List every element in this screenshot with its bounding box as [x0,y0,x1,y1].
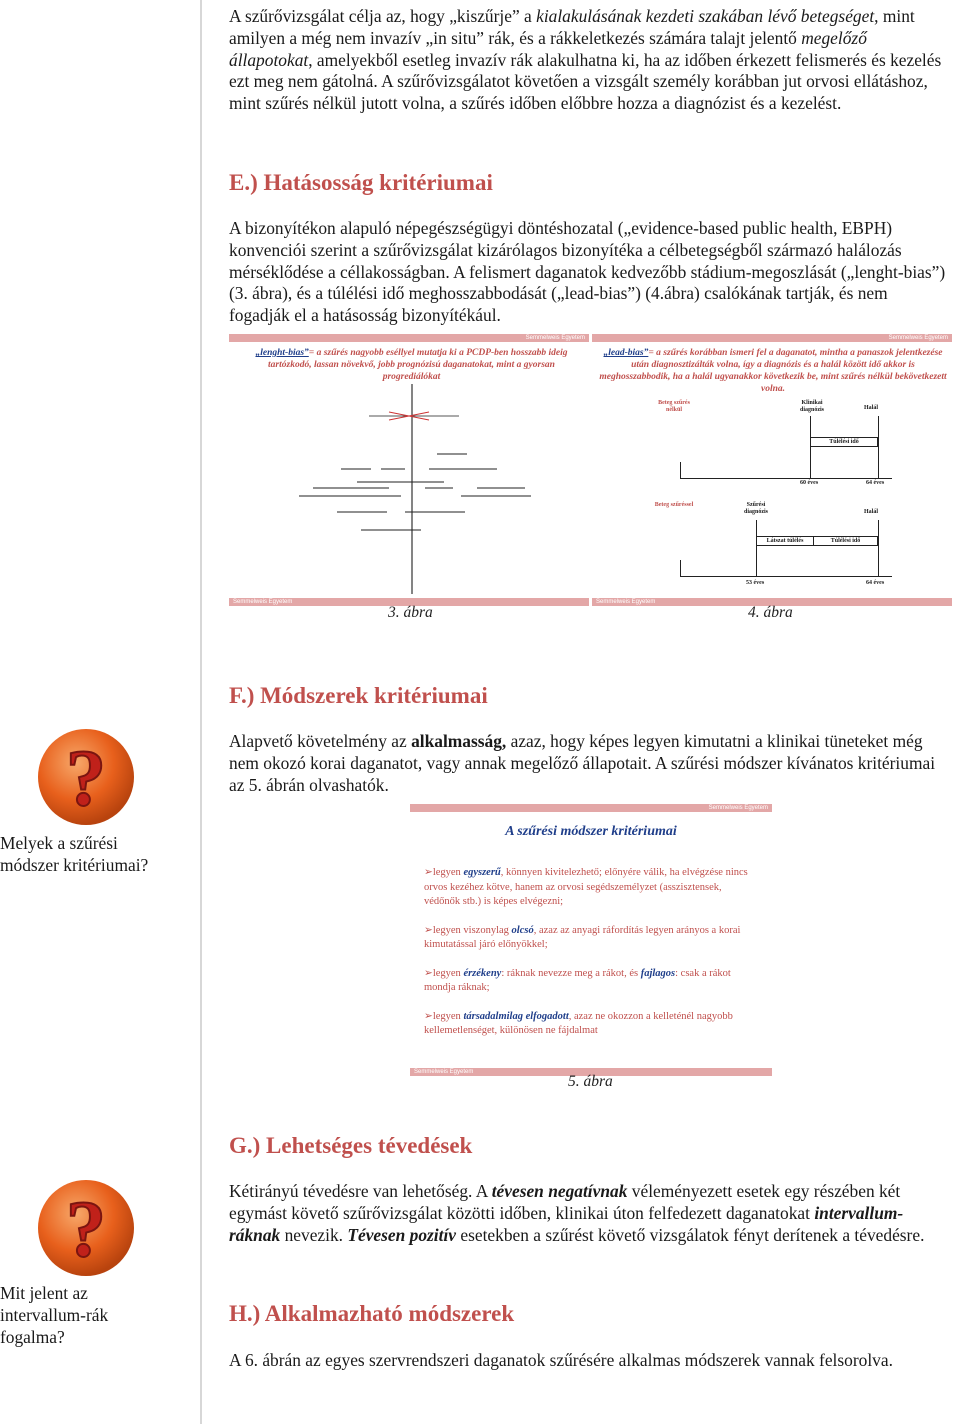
side-question-f: Melyek a szűrési módszer kritériumai? [0,833,149,875]
figure-3-text: = a szűrés nagyobb eséllyel mutatja ki a PCDP-ben hosszabb ideig tartózkodó, lassan növekvő, jobb prognózisú daganatokat, mint a gyorsan progrediálókat [268,348,568,382]
intro-text-1: A szűrővizsgálat célja az, hogy „kiszűrje” a [229,6,537,26]
intro-italic-1: kialakulásának kezdeti szakában lévő betegséget [536,6,875,26]
fig4-bottom-survival-box [756,536,878,546]
fig4-bottom-axis [680,576,892,577]
section-f-paragraph [229,731,949,796]
intro-text-2: , mint amilyen a még nem invazív „in situ” rák, és a rákkeletkezés számára talajt jelentő [229,6,915,48]
slide-brand-footer: Semmelweis Egyetem [596,599,656,605]
side-question-g: Mit jelent az intervallum-rák fogalma? [0,1283,109,1347]
fig4-top-tick-right [878,416,879,478]
section-h-paragraph: A 6. ábrán az egyes szervrendszeri daganatok szűrésére alkalmas módszerek vannak felsorolva. [229,1350,893,1370]
figure-3-slide [229,334,589,606]
criteria-item: ➢legyen társadalmilag elfogadott, azaz ne okozzon a kelleténél nagyobb kellemetlenséget, különösen ne fájdalmat [424,1010,733,1036]
criteria-pre: legyen [432,867,464,878]
fig4-bottom-tick-left [756,520,757,576]
figure-3-description [249,347,574,383]
slide-brand: Semmelweis Egyetem [888,335,948,341]
section-g-false-negative: tévesen negatívnak [491,1181,628,1201]
fig4-bottom-survival: Túlélési idő [830,538,861,544]
criteria-post: , azaz ne okozzon a kelleténél nagyobb kellemetlenséget, különösen ne fájdalmat [424,1010,733,1036]
slide-header-bar [410,804,772,812]
figure-3-term: „lenght-bias” [255,348,309,358]
fig4-bottom-axis-start [680,560,681,577]
fig4-bottom-halal: Halál [864,509,879,515]
criteria-post: , azaz az anyagi ráfordítás legyen arányos a korai kimutatással járó előnyökkel; [424,924,741,950]
fig4-bottom-szuresi: Szűrési diagnózis [743,502,768,515]
criteria-pre: legyen [432,967,464,979]
section-g-text-3: nevezik. [280,1224,348,1245]
question-mark-icon [36,1178,136,1278]
question-mark-icon [36,727,136,827]
criteria-post: , könnyen kivitelezhető; előnyére válik, ha elvégzése nincs orvos kezéhez kötve, hanem az orvosi segédszemélyzet (asszisztensek, védőnők stb.) is képes elvégezni; [424,867,748,907]
section-f-text-2: azaz, hogy képes legyen kimutatni a klinikai tüneteket még nem okozó korai daganatot, vagy annak megelőző állapotait. A szűrési módszer kívánatos kritériumai az 5. ábrán olvashatók. [229,731,936,795]
figure-5-title: A szűrési módszer kritériumai [505,824,677,839]
slide-brand-footer: Semmelweis Egyetem [233,599,293,605]
intro-text-3: , amelyekből esetleg invazív rák alakulhatna ki, ha az időben érkezett felismerés és kezelés ezt meg nem gátolná. A szűrővizsgálatot követően a vizsgált személy korábban jut orvosi ellátáshoz, mint szűrés nélkül jutott volna, a szűrés időben előbbre hozza a diagnózist és a kezelést. [229,49,942,114]
figure-3-caption: 3. ábra [388,604,433,621]
fig4-top-age-right: 64 éves [866,480,885,486]
criteria-post-2: : csak a rákot mondja ráknak; [424,967,731,993]
intro-italic-2: megelőző állapotokat [229,27,867,70]
criteria-pre: legyen [432,1010,464,1022]
figure-4-text: = a szűrés korábban ismeri fel a daganatot, mintha a panaszok jelentkezése után diagnosztizálták volna, így a diagnózis és a halál között idő akkor is meghosszabbodik, ha a halál ugyanakkor következik be, mint szűrés nélkül bekövetkezett volna. [599,348,947,394]
section-g-text-2: véleményezett esetek egy részében két egymást követő szűrővizsgálat közötti időben, klinikai úton felfedezett daganatokat [229,1181,901,1223]
fig4-top-halal: Halál [864,405,879,411]
criteria-key: érzékeny [463,967,502,979]
fig4-bottom-beteg: Beteg szűréssel [654,502,694,508]
slide-brand-footer: Semmelweis Egyetem [414,1069,474,1075]
section-f-text-1: Alapvető követelmény az [229,731,412,751]
svg-text:?: ? [66,735,106,823]
intro-paragraph [229,6,949,115]
section-g-heading: G.) Lehetséges tévedések [229,1133,473,1158]
section-g-interval-cancer: intervallum-ráknak [229,1202,904,1245]
section-h-heading: H.) Alkalmazható módszerek [229,1301,515,1326]
fig4-top-axis-start [680,462,681,479]
criteria-pre: legyen viszonylag [432,924,512,936]
fig4-bottom-apparent: Látszat túlélés [757,537,814,545]
slide-brand: Semmelweis Egyetem [708,805,768,811]
section-f-heading: F.) Módszerek kritériumai [229,683,488,708]
section-f-bold: alkalmasság, [411,731,507,751]
length-bias-diagram [229,384,589,606]
svg-text:?: ? [66,1186,106,1274]
criteria-key: olcsó [511,924,534,936]
figure-4-slide [592,334,952,606]
section-e-heading: E.) Hatásosság kritériumai [229,170,493,195]
fig4-bottom-age-right: 64 éves [866,580,885,586]
criteria-item: ➢legyen érzékeny: ráknak nevezze meg a rákot, és fajlagos: csak a rákot mondja ráknak; [424,967,731,993]
fig4-bottom-age-left: 53 éves [746,580,765,586]
column-divider [200,0,202,1424]
figure-4-caption: 4. ábra [748,604,793,621]
fig4-top-age-left: 60 éves [800,480,819,486]
slide-header-bar [229,334,589,342]
fig4-top-beteg: Beteg szűrés nélkül [658,400,690,413]
slide-brand: Semmelweis Egyetem [525,335,585,341]
criteria-key-2: fajlagos [640,967,676,979]
fig4-top-tick-left [810,416,811,478]
section-e-paragraph: A bizonyítékon alapuló népegészségügyi döntéshozatal („evidence-based public health, EBPH) konvenciói szerint a szűrővizsgálat kizárólagos bizonyítéka a célbetegségből származó halálozás mérséklődése a céllakosságban. A felismert daganatok kedvezőbb stádium-megoszlását („lenght-bias”) (3. ábra), és a túlélési idő meghosszabbodását („lead-bias”) (4.ábra) csalókának tartják, és nem fogadják el a hatásosság bizonyítékául. [229,218,946,326]
criteria-item: ➢legyen viszonylag olcsó, azaz az anyagi ráfordítás legyen arányos a korai kimutatással járó előnyökkel; [424,924,741,950]
fig4-top-survival-box: Túlélési idő [810,437,878,447]
criteria-key: egyszerű [463,867,501,878]
figure-5-slide [410,804,772,1076]
figure-5-caption: 5. ábra [568,1073,613,1090]
figure-4-description [598,347,948,395]
fig4-top-axis [680,478,892,479]
fig4-bottom-tick-right [878,520,879,576]
criteria-key: társadalmilag elfogadott [463,1010,569,1022]
section-g-false-positive: Tévesen pozitív [347,1224,457,1245]
criteria-item: ➢legyen egyszerű, könnyen kivitelezhető; előnyére válik, ha elvégzése nincs orvos kezéhez kötve, hanem az orvosi segédszemélyzet (asszisztensek, védőnők stb.) is képes elvégezni; [424,867,748,907]
slide-header-bar [592,334,952,342]
criteria-post: : ráknak nevezze meg a rákot, és [501,967,641,979]
section-g-text-4: esetekben a szűrést követő vizsgálatok fényt derítenek a tévedésre. [456,1224,925,1245]
section-g-paragraph [229,1181,949,1246]
section-g-text-1: Kétirányú tévedésre van lehetőség. A [229,1181,492,1201]
figure-4-term: „lead-bias” [603,348,649,358]
figure-5-list [424,866,760,1039]
fig4-top-klinikai: Klinikai diagnózis [799,400,824,413]
